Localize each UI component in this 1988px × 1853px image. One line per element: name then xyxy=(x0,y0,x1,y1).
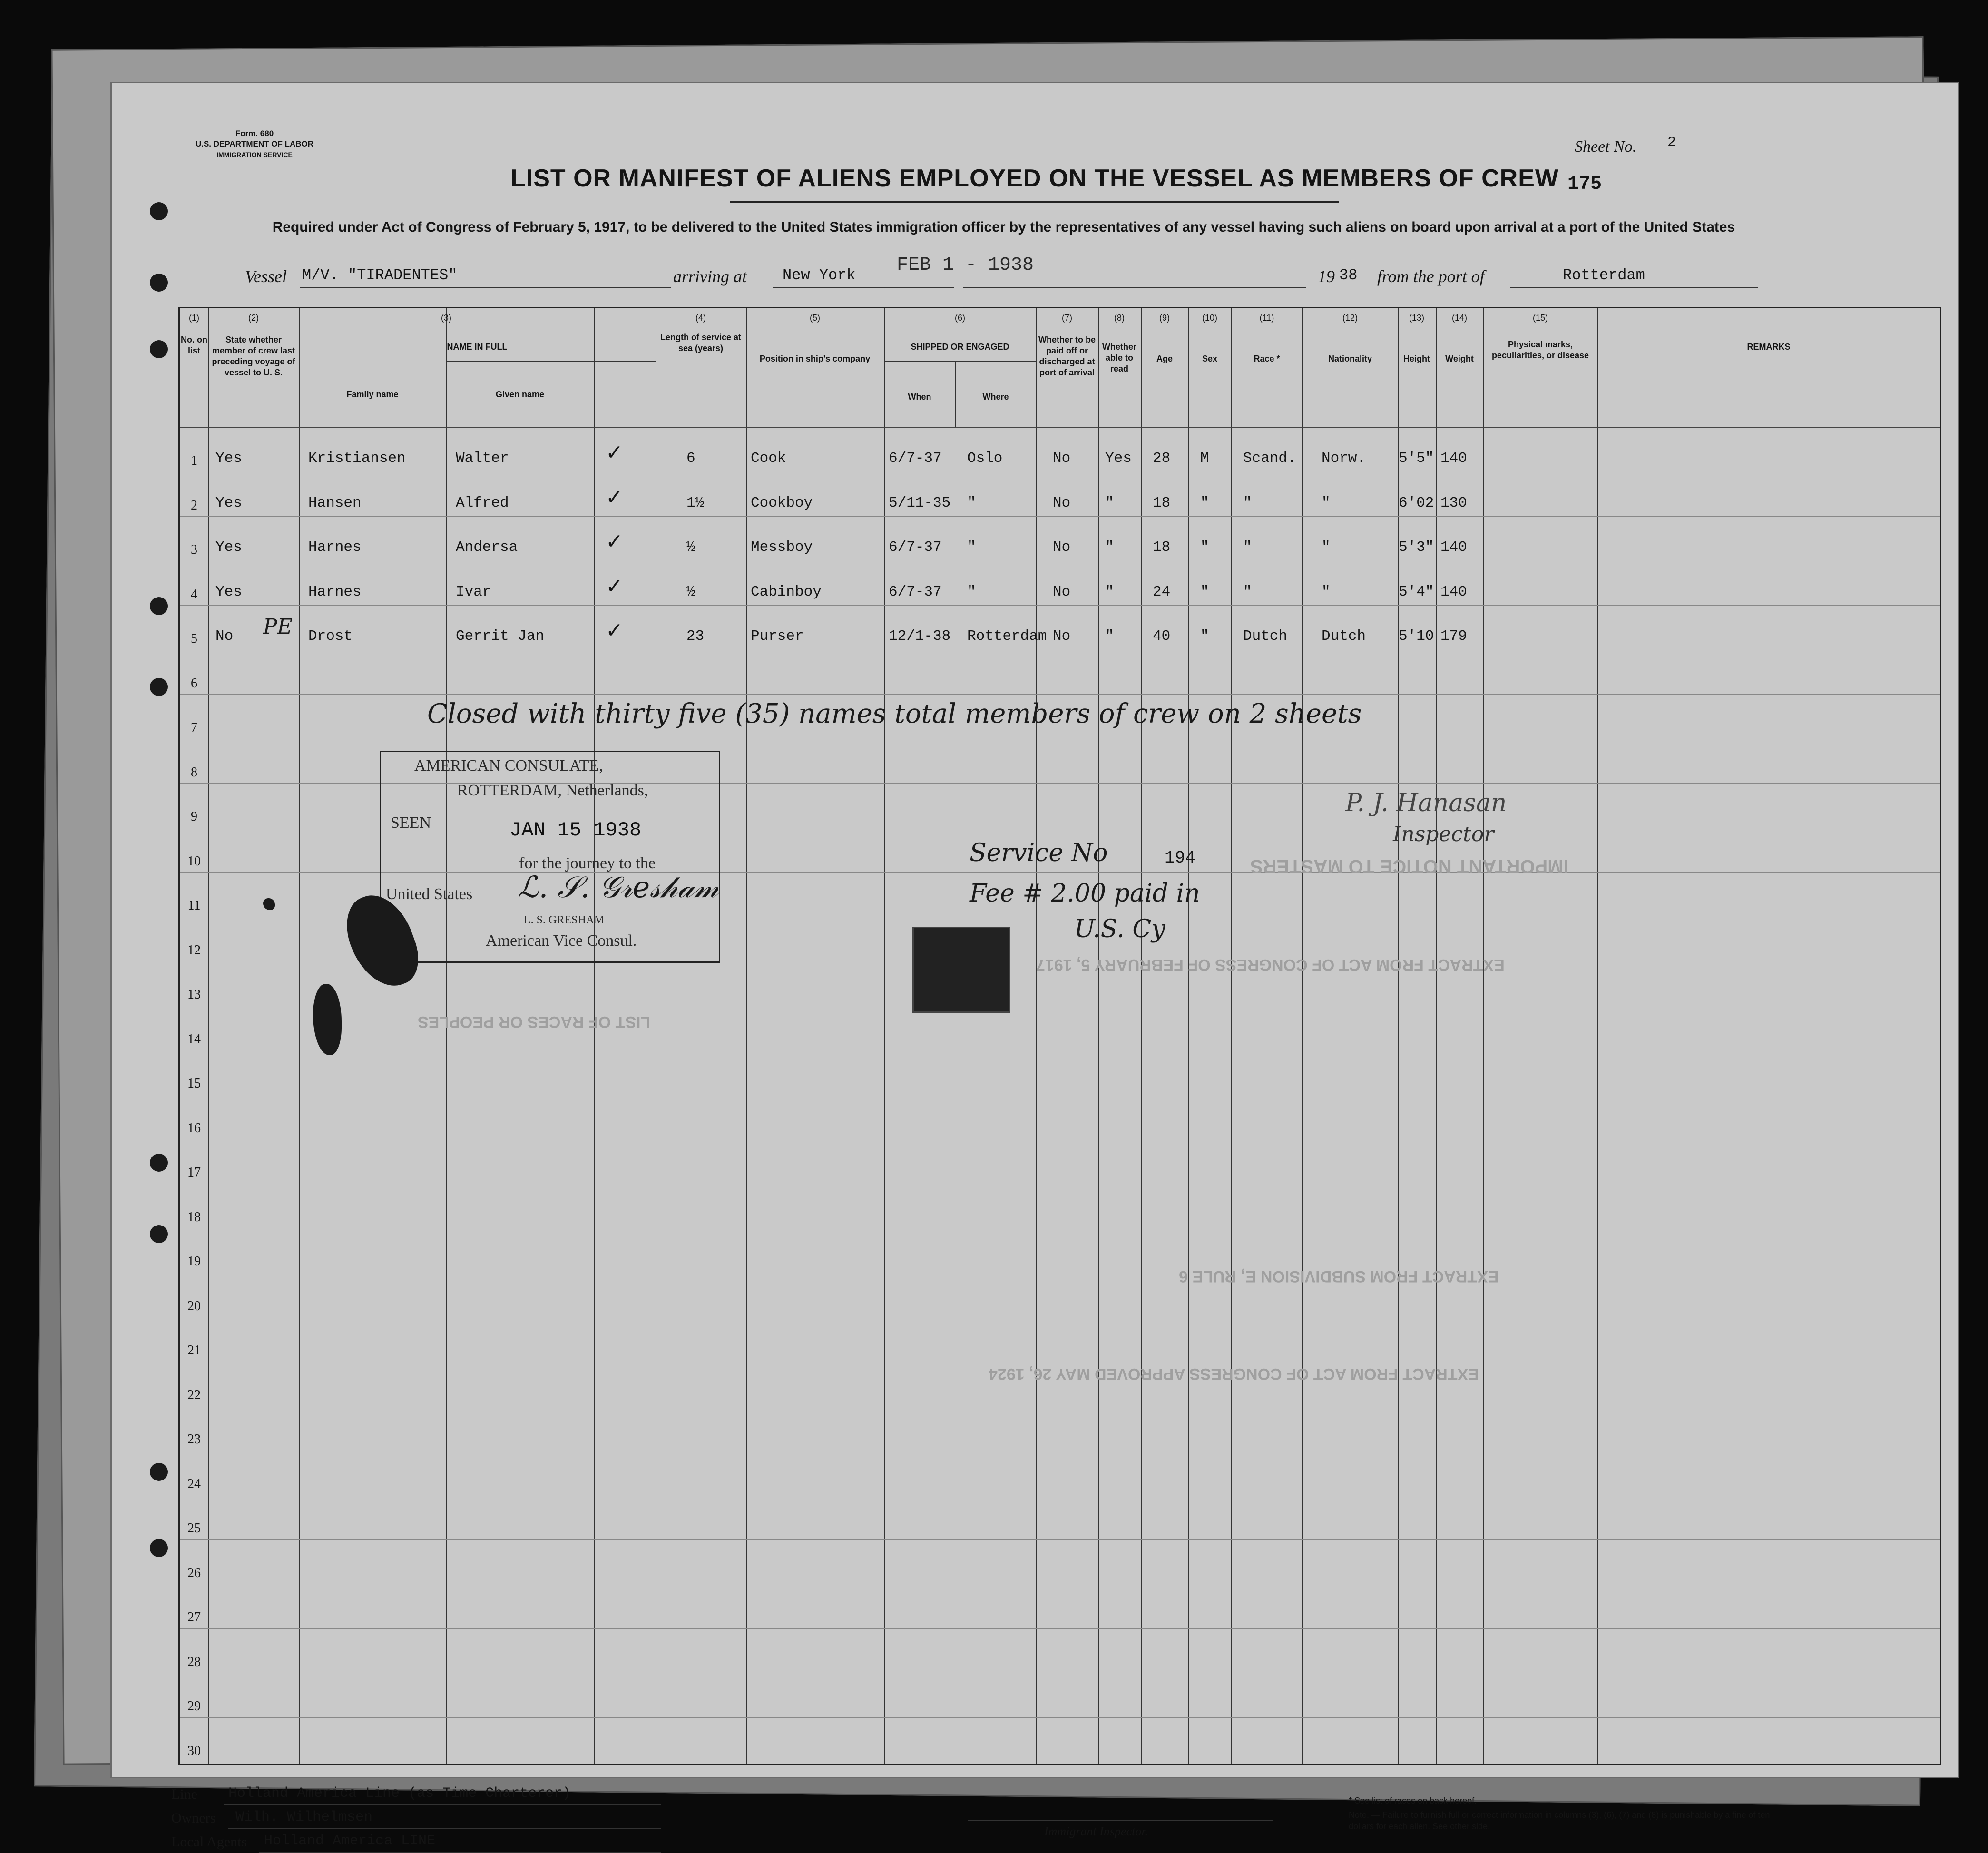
column-rule xyxy=(208,308,209,1764)
arriving-underline xyxy=(773,287,954,288)
row-number: 3 xyxy=(191,542,197,557)
header-state-member: State whether member of crew last preceding voyage of vessel to U. S. xyxy=(212,335,295,377)
binder-hole xyxy=(150,597,168,615)
department: U.S. DEPARTMENT OF LABOR xyxy=(195,139,314,148)
year-value: 38 xyxy=(1339,266,1358,284)
line-underline xyxy=(224,1804,661,1805)
inspector-title: Inspector xyxy=(1393,822,1494,846)
race-cell: Scand. xyxy=(1243,450,1296,467)
row-number: 2 xyxy=(191,498,197,513)
paid-off-cell: No xyxy=(1053,628,1071,645)
row-number: 29 xyxy=(187,1699,201,1714)
service-name: IMMIGRATION SERVICE xyxy=(216,151,293,158)
header-given-name: Given name xyxy=(495,390,545,399)
header-sex: Sex xyxy=(1202,354,1218,363)
age-cell: 40 xyxy=(1153,628,1171,645)
paid-off-cell: No xyxy=(1053,539,1071,556)
column-rule xyxy=(1036,308,1037,1764)
header-paid-off: Whether to be paid off or discharged at port of arrival xyxy=(1038,335,1096,377)
bleed-through-extract: EXTRACT FROM SUBDIVISION E, RULE 6 xyxy=(1179,1267,1499,1285)
position-cell: Messboy xyxy=(751,539,813,556)
row-number: 6 xyxy=(191,676,197,691)
consulate-line1: AMERICAN CONSULATE, xyxy=(414,757,603,775)
paid-off-cell: No xyxy=(1053,494,1071,511)
title-underline xyxy=(730,201,1339,203)
row-number: 17 xyxy=(187,1165,201,1180)
age-cell: 24 xyxy=(1153,583,1171,600)
crew-manifest-table xyxy=(178,307,1941,1765)
form-identifier xyxy=(183,128,326,160)
header-name-in-full: NAME IN FULL xyxy=(447,342,508,352)
column-number: (10) xyxy=(1202,313,1217,323)
consulate-date: JAN 15 1938 xyxy=(509,819,642,842)
column-number: (5) xyxy=(810,313,820,323)
column-rule xyxy=(1597,308,1598,1764)
row-number: 1 xyxy=(191,453,197,468)
column-number: (3) xyxy=(441,313,451,323)
bleed-through-races: LIST OF RACES OR PEOPLES xyxy=(418,1013,651,1031)
owners-label: Owners xyxy=(171,1810,216,1826)
position-cell: Cabinboy xyxy=(751,583,822,600)
when-cell: 5/11-35 xyxy=(889,494,951,511)
row-number: 11 xyxy=(187,898,201,913)
binder-hole xyxy=(150,340,168,358)
consulate-line3: for the journey to the xyxy=(519,854,656,872)
consulate-stamp xyxy=(380,751,720,963)
column-rule xyxy=(299,308,300,1764)
header-position: Position in ship's company xyxy=(759,354,871,363)
bleed-through-extract: EXTRACT FROM ACT OF CONGRESS APPROVED MAY 26, 1924 xyxy=(989,1365,1479,1383)
date-underline xyxy=(963,287,1306,288)
owners-value: Wilh. Wilhelmsen xyxy=(235,1809,373,1825)
service-length-cell: 6 xyxy=(686,450,695,467)
row-rule xyxy=(180,1628,1940,1629)
row-rule xyxy=(180,694,1940,695)
check-mark: ✓ xyxy=(606,618,623,643)
column-number: (13) xyxy=(1409,313,1424,323)
immigrant-inspector-label: Immigrant Inspector. xyxy=(1044,1824,1148,1838)
inspector-signature-line xyxy=(968,1820,1273,1821)
row-number: 9 xyxy=(191,809,197,824)
row-rule xyxy=(180,1717,1940,1718)
column-number: (2) xyxy=(248,313,259,323)
vessel-name: M/V. "TIRADENTES" xyxy=(302,266,458,284)
column-number: (1) xyxy=(189,313,199,323)
row-number: 10 xyxy=(187,853,201,869)
binder-hole xyxy=(150,1539,168,1557)
row-number: 22 xyxy=(187,1387,201,1402)
check-mark: ✓ xyxy=(606,485,623,510)
column-rule xyxy=(1188,308,1189,1764)
service-note-line1: Service No xyxy=(970,839,1108,867)
age-cell: 28 xyxy=(1153,450,1171,467)
header-shipped-engaged: SHIPPED OR ENGAGED xyxy=(911,342,1009,352)
header-height: Height xyxy=(1403,354,1430,363)
where-cell: " xyxy=(967,494,976,511)
departure-port: Rotterdam xyxy=(1563,266,1645,284)
race-cell: Dutch xyxy=(1243,628,1288,645)
row-number: 12 xyxy=(187,942,201,958)
local-agents-value: Holland America LINE xyxy=(264,1833,436,1849)
row-number: 5 xyxy=(191,631,197,646)
header-family-name: Family name xyxy=(346,390,399,399)
height-cell: 5'4" xyxy=(1399,583,1434,600)
column-number: (7) xyxy=(1062,313,1072,323)
family-name-cell: Harnes xyxy=(308,539,362,556)
header-race: Race * xyxy=(1254,354,1280,363)
sex-cell: " xyxy=(1200,539,1209,556)
row-number: 23 xyxy=(187,1432,201,1447)
family-name-cell: Kristiansen xyxy=(308,450,406,467)
where-cell: Oslo xyxy=(967,450,1003,467)
form-number: Form. 680 xyxy=(235,129,274,138)
nationality-cell: Norw. xyxy=(1322,450,1366,467)
column-rule xyxy=(594,308,595,1764)
height-cell: 6'02 xyxy=(1399,494,1434,511)
service-length-cell: ½ xyxy=(686,539,695,556)
vessel-underline xyxy=(300,287,671,288)
service-length-cell: 1½ xyxy=(686,494,705,511)
check-mark: ✓ xyxy=(606,529,623,554)
sheet-stamp-number: 175 xyxy=(1567,174,1602,195)
column-rule xyxy=(446,308,447,1764)
sheet-number-value: 2 xyxy=(1667,135,1676,151)
where-cell: " xyxy=(967,583,976,600)
binder-hole xyxy=(150,1154,168,1172)
given-name-cell: Walter xyxy=(456,450,509,467)
races-footnote: * See list of races on back hereof. xyxy=(1349,1796,1477,1805)
arriving-label: arriving at xyxy=(673,267,747,286)
position-cell: Cookboy xyxy=(751,494,813,511)
column-number: (15) xyxy=(1532,313,1548,323)
row-number: 27 xyxy=(187,1610,201,1625)
ink-blot xyxy=(313,984,342,1055)
column-rule xyxy=(1398,308,1399,1764)
height-cell: 5'10 xyxy=(1399,628,1434,645)
check-mark: ✓ xyxy=(606,441,623,465)
line-value: Holland America Line (as Time Charterer) xyxy=(228,1785,571,1802)
race-cell: " xyxy=(1243,539,1252,556)
family-name-cell: Hansen xyxy=(308,494,362,511)
column-rule xyxy=(1231,308,1232,1764)
column-number: (12) xyxy=(1342,313,1358,323)
column-rule xyxy=(1483,308,1484,1764)
consul-title: American Vice Consul. xyxy=(486,932,637,950)
given-name-cell: Gerrit Jan xyxy=(456,628,545,645)
consul-name: L. S. GRESHAM xyxy=(524,914,605,926)
height-cell: 5'3" xyxy=(1399,539,1434,556)
when-cell: 12/1-38 xyxy=(889,628,951,645)
header-age: Age xyxy=(1156,354,1173,363)
member-cell: Yes xyxy=(215,450,242,467)
row-number: 14 xyxy=(187,1031,201,1047)
family-name-cell: Harnes xyxy=(308,583,362,600)
required-statement: Required under Act of Congress of February 5, 1917, to be delivered to the United States immigration officer by the representatives of any vessel having such aliens on board upon arrival at a port of the United States xyxy=(272,219,1735,235)
consulate-line2: ROTTERDAM, Netherlands, xyxy=(457,782,648,799)
age-cell: 18 xyxy=(1153,494,1171,511)
ink-blot xyxy=(263,898,275,910)
header-physical-marks: Physical marks, peculiarities, or disease xyxy=(1491,340,1589,360)
able-read-cell: " xyxy=(1105,583,1114,600)
bleed-through-notice: IMPORTANT NOTICE TO MASTERS xyxy=(1250,856,1569,877)
column-rule xyxy=(1302,308,1303,1764)
member-cell: No xyxy=(215,628,234,645)
column-number: (4) xyxy=(695,313,706,323)
able-read-cell: " xyxy=(1105,539,1114,556)
given-name-cell: Alfred xyxy=(456,494,509,511)
nationality-cell: " xyxy=(1322,494,1331,511)
weight-cell: 179 xyxy=(1440,628,1467,645)
able-read-cell: " xyxy=(1105,628,1114,645)
able-read-cell: " xyxy=(1105,494,1114,511)
page-title: LIST OR MANIFEST OF ALIENS EMPLOYED ON THE VESSEL AS MEMBERS OF CREW xyxy=(510,165,1559,192)
sex-cell: " xyxy=(1200,494,1209,511)
row-number: 7 xyxy=(191,720,197,735)
row-number: 8 xyxy=(191,765,197,780)
when-cell: 6/7-37 xyxy=(889,450,942,467)
name-subheader-rule xyxy=(446,361,656,362)
row-number: 30 xyxy=(187,1743,201,1758)
column-number: (11) xyxy=(1259,313,1274,323)
owners-underline xyxy=(228,1828,661,1829)
shipped-subheader-rule xyxy=(884,361,1036,362)
row-number: 4 xyxy=(191,587,197,602)
able-read-cell: Yes xyxy=(1105,450,1132,467)
column-number: (6) xyxy=(955,313,965,323)
row-number: 13 xyxy=(187,987,201,1002)
consulate-line4: United States xyxy=(386,885,473,903)
position-cell: Purser xyxy=(751,628,804,645)
row-number: 20 xyxy=(187,1298,201,1314)
row-number: 18 xyxy=(187,1209,201,1225)
arriving-port: New York xyxy=(783,266,856,284)
row-rule xyxy=(180,516,1940,517)
where-cell: " xyxy=(967,539,976,556)
sex-cell: " xyxy=(1200,628,1209,645)
given-name-cell: Andersa xyxy=(456,539,518,556)
header-bottom-rule xyxy=(180,427,1940,428)
sheet-number-label: Sheet No. xyxy=(1575,138,1637,156)
row-number: 15 xyxy=(187,1076,201,1091)
where-cell: Rotterdam xyxy=(967,628,1047,645)
revenue-stamp xyxy=(912,927,1010,1013)
line-label: Line xyxy=(171,1786,197,1802)
column-rule xyxy=(1141,308,1142,1764)
service-length-cell: ½ xyxy=(686,583,695,600)
service-note-line2: Fee # 2.00 paid in xyxy=(970,879,1200,908)
weight-cell: 140 xyxy=(1440,583,1467,600)
closing-note: Closed with thirty five (35) names total members of crew on 2 sheets xyxy=(427,698,1362,729)
inspector-signature: P. J. Hanasan xyxy=(1345,789,1507,817)
weight-cell: 130 xyxy=(1440,494,1467,511)
sex-cell: " xyxy=(1200,583,1209,600)
row5-annotation: PE xyxy=(263,615,293,639)
header-when: When xyxy=(908,392,931,402)
row-rule xyxy=(180,605,1940,606)
nationality-cell: " xyxy=(1322,583,1331,600)
binder-hole xyxy=(150,274,168,292)
given-name-cell: Ivar xyxy=(456,583,491,600)
consulate-seen: SEEN xyxy=(391,814,431,832)
header-nationality: Nationality xyxy=(1328,354,1372,363)
header-where: Where xyxy=(982,392,1009,402)
column-rule xyxy=(884,308,885,1764)
check-mark: ✓ xyxy=(606,574,623,598)
manifest-sheet xyxy=(112,83,1958,1850)
when-cell: 6/7-37 xyxy=(889,539,942,556)
row-number: 21 xyxy=(187,1343,201,1358)
vessel-label: Vessel xyxy=(245,267,287,286)
local-agents-label: Local Agents xyxy=(171,1834,247,1850)
header-length-service: Length of service at sea (years) xyxy=(660,333,742,353)
member-cell: Yes xyxy=(215,494,242,511)
position-cell: Cook xyxy=(751,450,786,467)
consul-signature: ℒ. 𝒮. 𝒢𝓇𝑒𝓈𝒽𝒶𝓂 xyxy=(518,870,719,904)
header-no-on-list: No. on list xyxy=(181,335,207,355)
paid-off-cell: No xyxy=(1053,583,1071,600)
family-name-cell: Drost xyxy=(308,628,353,645)
arrival-date-stamp: FEB 1 - 1938 xyxy=(897,255,1034,276)
column-number: (14) xyxy=(1451,313,1467,323)
row-number: 28 xyxy=(187,1654,201,1669)
age-cell: 18 xyxy=(1153,539,1171,556)
port-underline xyxy=(1510,287,1758,288)
service-note-line3: U.S. Cy xyxy=(1074,915,1165,943)
column-number: (9) xyxy=(1159,313,1170,323)
column-rule xyxy=(1098,308,1099,1764)
sex-cell: M xyxy=(1200,450,1209,467)
member-cell: Yes xyxy=(215,539,242,556)
member-cell: Yes xyxy=(215,583,242,600)
row-number: 19 xyxy=(187,1254,201,1269)
weight-cell: 140 xyxy=(1440,450,1467,467)
row-number: 24 xyxy=(187,1476,201,1491)
row-number: 16 xyxy=(187,1120,201,1136)
column-rule xyxy=(1436,308,1437,1764)
service-number: 194 xyxy=(1165,848,1195,868)
header-able-read: Whether able to read xyxy=(1102,342,1136,373)
row-rule xyxy=(180,1539,1940,1540)
nationality-cell: " xyxy=(1322,539,1331,556)
binder-hole xyxy=(150,1463,168,1481)
height-cell: 5'5" xyxy=(1399,450,1434,467)
column-rule xyxy=(746,308,747,1764)
weight-cell: 140 xyxy=(1440,539,1467,556)
binder-hole xyxy=(150,202,168,220)
service-length-cell: 23 xyxy=(686,628,705,645)
header-remarks: REMARKS xyxy=(1747,342,1791,352)
year-prefix: 19 xyxy=(1318,267,1335,286)
header-weight: Weight xyxy=(1445,354,1474,363)
bleed-through-extract: EXTRACT FROM ACT OF CONGRESS OF FEBRUARY 5, 1917 xyxy=(1036,956,1505,974)
when-cell: 6/7-37 xyxy=(889,583,942,600)
penalty-note: Note. — Failure to furnish full or correct information in columns (3), (6), (7) and (8) is punishable by a fine of ten dollars for each alien. See other side. xyxy=(1349,1810,1770,1831)
paid-off-cell: No xyxy=(1053,450,1071,467)
row-number: 26 xyxy=(187,1565,201,1580)
row-number: 25 xyxy=(187,1521,201,1536)
binder-hole xyxy=(150,1225,168,1243)
binder-hole xyxy=(150,678,168,696)
race-cell: " xyxy=(1243,494,1252,511)
column-number: (8) xyxy=(1114,313,1125,323)
race-cell: " xyxy=(1243,583,1252,600)
nationality-cell: Dutch xyxy=(1322,628,1366,645)
port-label: from the port of xyxy=(1377,267,1485,286)
